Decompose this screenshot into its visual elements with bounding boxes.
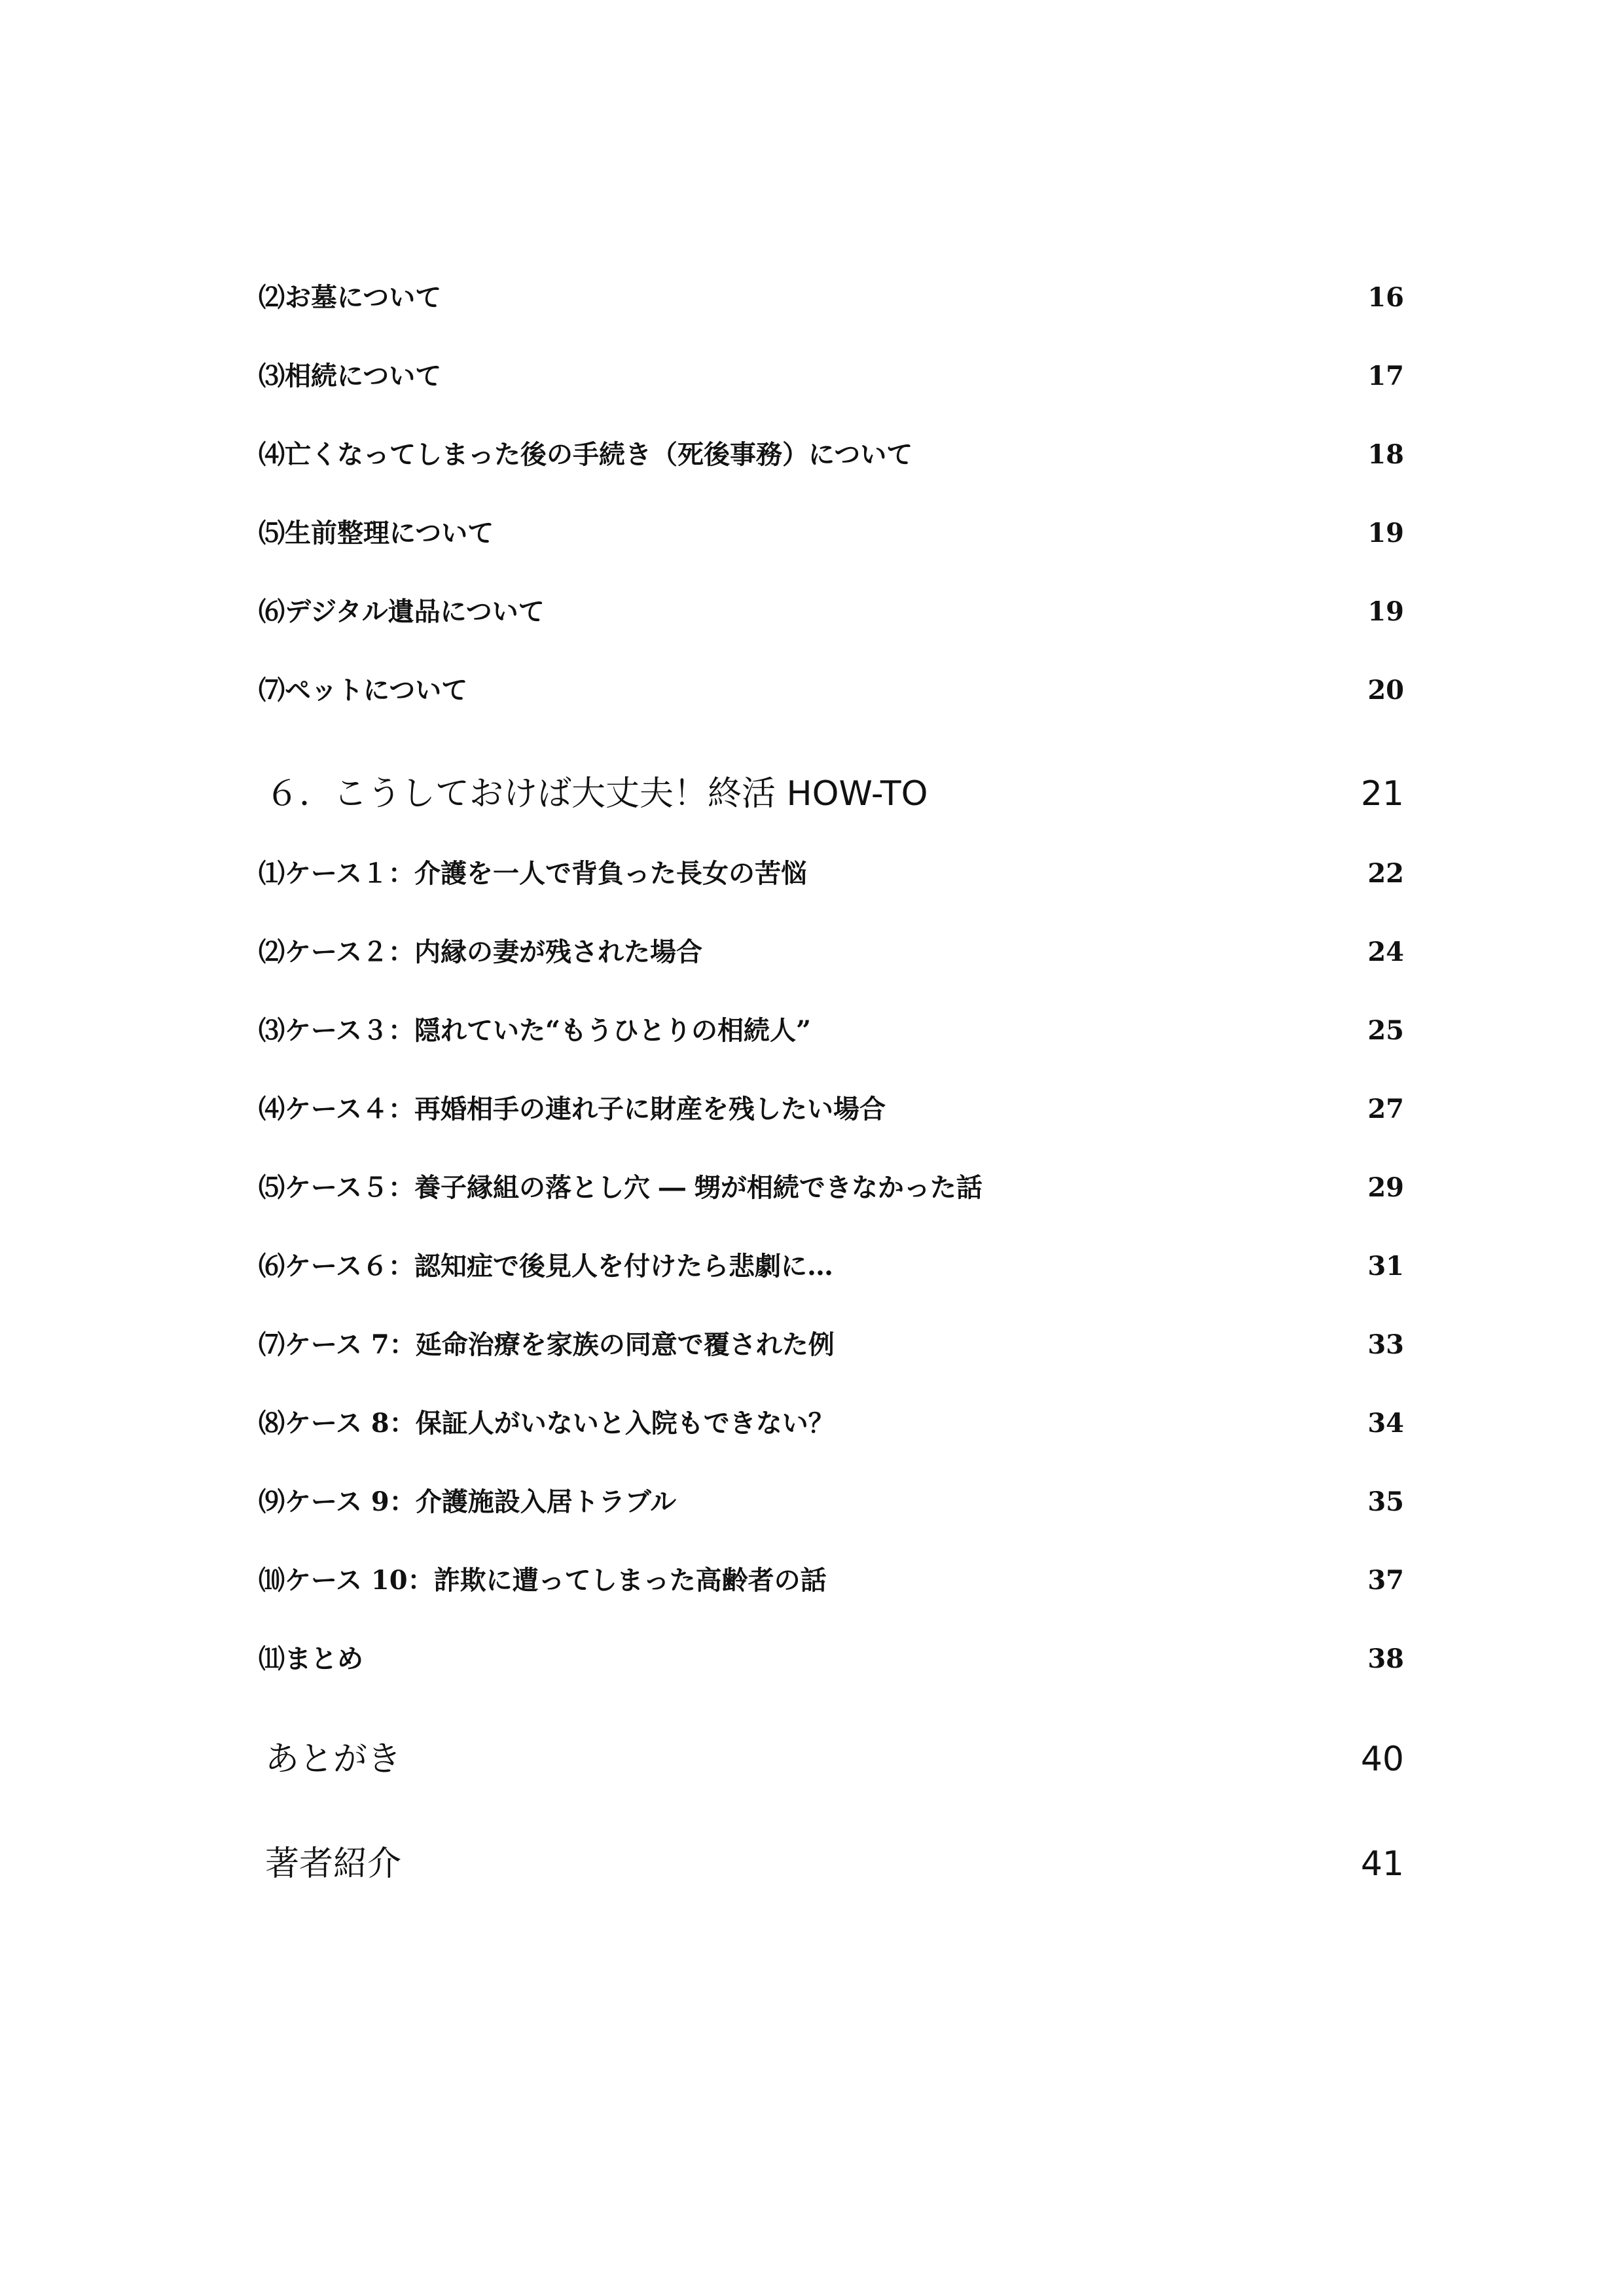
toc-chapter-heading	[265, 766, 1404, 815]
toc-entry-title: ⑸ケース５：養子縁組の落とし穴 ― 甥が相続できなかった話	[259, 1172, 983, 1203]
toc-entry	[259, 1010, 1404, 1047]
toc-entry-title: ⑽ケース 10：詐欺に遭ってしまった高齢者の話	[259, 1565, 827, 1596]
toc-entry	[259, 1638, 1404, 1676]
toc-entry-page: 27	[1367, 1094, 1404, 1124]
toc-chapter-title: 著者紹介	[265, 1844, 402, 1884]
toc-entry-page: 37	[1367, 1565, 1404, 1596]
toc-entry	[259, 434, 1404, 471]
toc-entry	[259, 355, 1404, 393]
toc-entry-title: ⑷ケース４：再婚相手の連れ子に財産を残したい場合	[259, 1094, 886, 1124]
toc-entry	[259, 1088, 1404, 1126]
toc-entry-title: ⑺ペットについて	[259, 675, 468, 706]
toc-entry	[259, 1167, 1404, 1204]
toc-entry	[259, 1403, 1404, 1440]
toc-entry-page: 35	[1367, 1486, 1404, 1517]
toc-entry	[259, 670, 1404, 707]
toc-entry	[259, 931, 1404, 969]
toc-entry	[259, 591, 1404, 628]
toc-entry	[259, 277, 1404, 314]
toc-entry-page: 24	[1367, 937, 1404, 967]
toc-entry-title: ⑹デジタル遺品について	[259, 596, 545, 627]
toc-chapter-title: あとがき	[265, 1740, 402, 1779]
toc-entry	[259, 1481, 1404, 1518]
toc-entry-page: 34	[1367, 1408, 1404, 1439]
toc-entry-title: ⑶ケース３：隠れていた“もうひとりの相続人”	[259, 1015, 812, 1046]
toc-entry-title: ⑷亡くなってしまった後の手続き（死後事務）について	[259, 439, 913, 470]
toc-entry	[259, 1246, 1404, 1283]
toc-entry-title: ⑵ケース２：内縁の妻が残された場合	[259, 937, 702, 967]
toc-chapter-heading	[265, 1836, 1404, 1885]
toc-entry-page: 25	[1367, 1015, 1404, 1046]
toc-chapter-page: 21	[1360, 774, 1404, 814]
toc-chapter-title: ６．こうしておけば大丈夫！終活 HOW-TO	[265, 774, 928, 814]
toc-entry-page: 31	[1367, 1251, 1404, 1282]
toc-entry-page: 17	[1367, 361, 1404, 391]
toc-entry-title: ⑻ケース 8：保証人がいないと入院もできない？	[259, 1408, 835, 1439]
toc-entry-title: ⑾まとめ	[259, 1643, 363, 1674]
toc-entry-page: 29	[1367, 1172, 1404, 1203]
toc-entry-page: 18	[1367, 439, 1404, 470]
toc-entry-title: ⑹ケース６：認知症で後見人を付けたら悲劇に…	[259, 1251, 833, 1282]
toc-chapter-page: 41	[1360, 1844, 1404, 1884]
toc-entry-page: 20	[1367, 675, 1404, 706]
toc-entry	[259, 1560, 1404, 1597]
toc-entry-title: ⑼ケース 9：介護施設入居トラブル	[259, 1486, 677, 1517]
toc-entry	[259, 512, 1404, 550]
toc-entry	[259, 853, 1404, 890]
toc-entry-page: 19	[1367, 596, 1404, 627]
toc-entry-page: 38	[1367, 1643, 1404, 1674]
toc-chapter-heading	[265, 1731, 1404, 1780]
toc-chapter-page: 40	[1360, 1740, 1404, 1779]
toc-entry-title: ⑺ケース 7：延命治療を家族の同意で覆された例	[259, 1329, 835, 1360]
toc-entry-page: 16	[1367, 282, 1404, 313]
toc-entry-page: 33	[1367, 1329, 1404, 1360]
toc-entry-title: ⑴ケース１：介護を一人で背負った長女の苦悩	[259, 858, 807, 889]
toc-entry-title: ⑵お墓について	[259, 282, 442, 313]
toc-entry-page: 19	[1367, 518, 1404, 548]
toc-entry-title: ⑸生前整理について	[259, 518, 494, 548]
toc-entry-title: ⑶相続について	[259, 361, 442, 391]
toc-entry	[259, 1324, 1404, 1361]
toc-entry-page: 22	[1367, 858, 1404, 889]
